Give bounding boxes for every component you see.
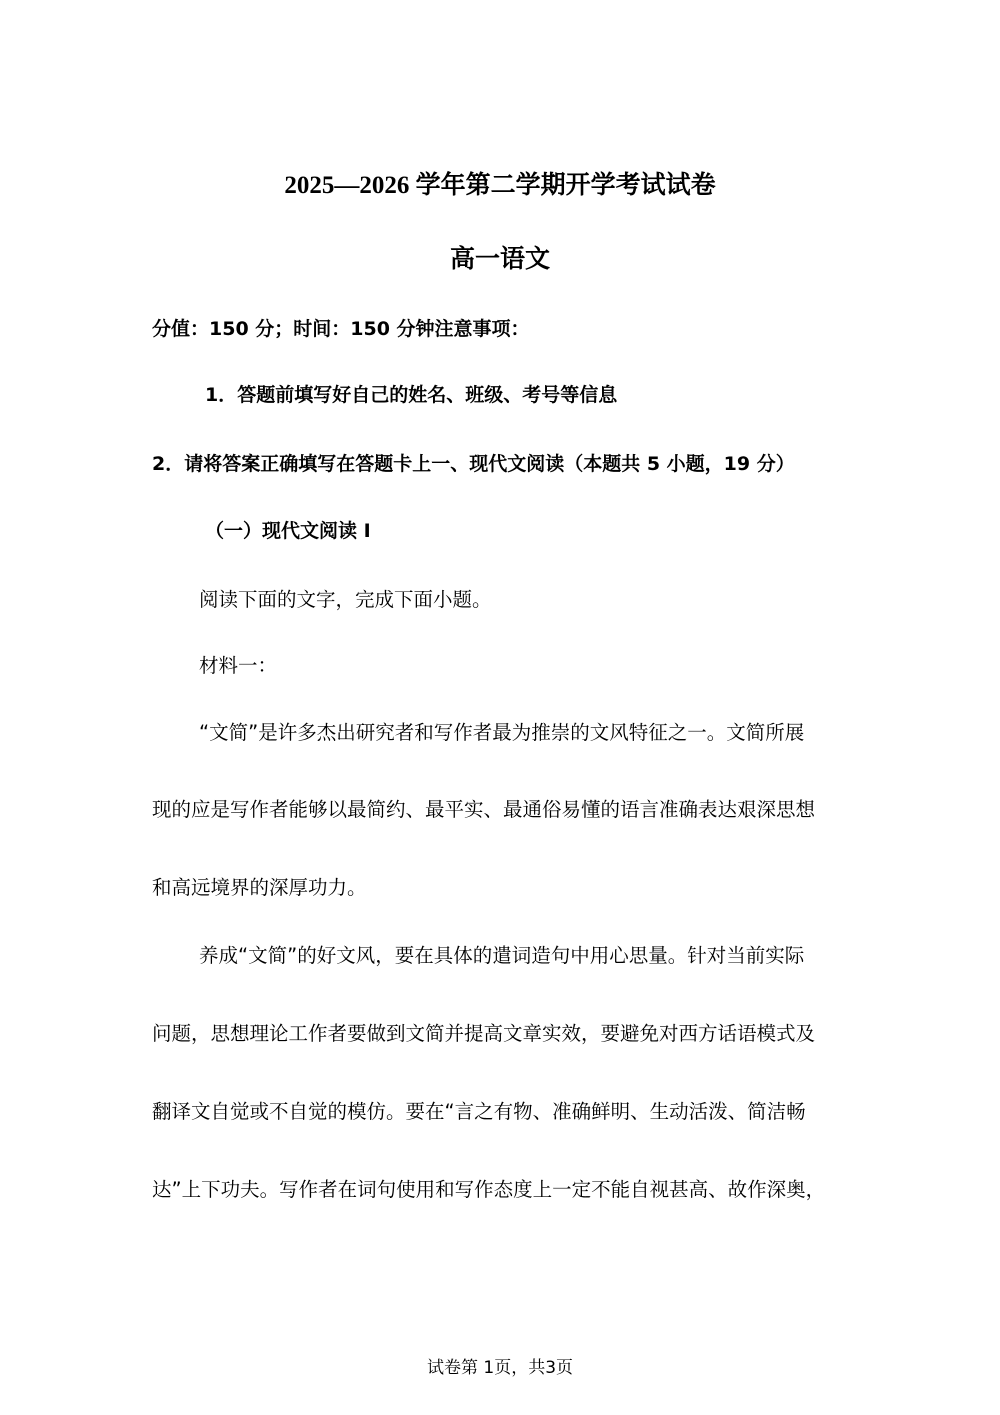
exam-title: 2025—2026 学年第二学期开学考试试卷: [284, 172, 716, 199]
page-footer: 试卷第 1页，共3页: [426, 1358, 574, 1378]
paragraph1-line3: 和高远境界的深厚功力。: [152, 876, 367, 899]
section-heading: （一）现代文阅读 I: [205, 520, 371, 542]
score-time-info: 分值：150 分；时间：150 分钟注意事项：: [152, 318, 530, 340]
paragraph2-line2: 问题，思想理论工作者要做到文简并提高文章实效，要避免对西方话语模式及: [152, 1022, 816, 1045]
paragraph1-line1: “文简”是许多杰出研究者和写作者最为推崇的文风特征之一。文简所展: [199, 721, 805, 744]
note-2: 2．请将答案正确填写在答题卡上一、现代文阅读（本题共 5 小题，19 分）: [152, 453, 795, 475]
paragraph2-line4: 达”上下功夫。写作者在词句使用和写作态度上一定不能自视甚高、故作深奥，: [152, 1178, 826, 1201]
paragraph2-line3: 翻译文自觉或不自觉的模仿。要在“言之有物、准确鲜明、生动活泼、简洁畅: [152, 1100, 806, 1123]
subject-title: 高一语文: [449, 244, 550, 273]
material-label: 材料一：: [199, 654, 278, 677]
paragraph1-line2: 现的应是写作者能够以最简约、最平实、最通俗易懂的语言准确表达艰深思想: [152, 798, 816, 821]
paragraph2-line1: 养成“文简”的好文风，要在具体的遣词造句中用心思量。针对当前实际: [199, 944, 805, 967]
note-1: 1．答题前填写好自己的姓名、班级、考号等信息: [205, 384, 618, 406]
instruction: 阅读下面的文字，完成下面小题。: [199, 588, 492, 611]
